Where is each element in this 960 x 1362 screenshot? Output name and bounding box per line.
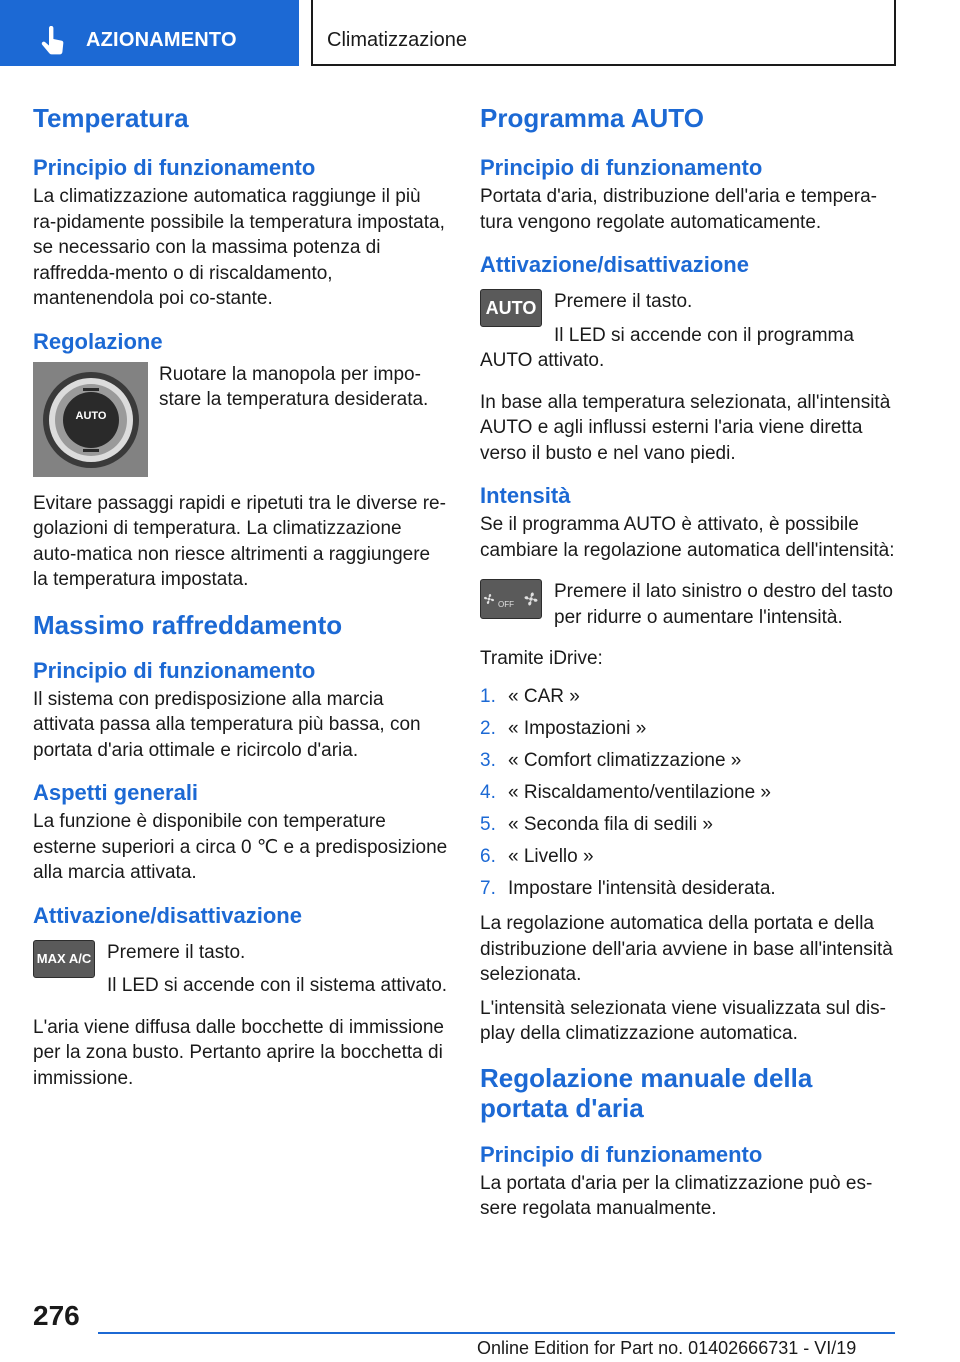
auto-button-row	[480, 289, 895, 348]
intensita-heading: Intensità	[480, 483, 571, 508]
massimo-raffreddamento-title: Massimo raffreddamento	[33, 609, 343, 640]
intensita-text: Se il programma AUTO è attivato, è possibile cambiare la regolazione automatica dell'intensità:	[480, 514, 895, 561]
fan-off-label: OFF	[498, 599, 514, 609]
manual-principle-text: La portata d'aria per la climatizzazione può es-sere regolata manualmente.	[480, 1172, 873, 1219]
regolazione-text: Ruotare la manopola per impo-stare la temperatura desiderata.	[159, 363, 429, 410]
temp-principle-text: La climatizzazione automatica raggiunge il più ra-pidamente possibile la temperatura impostata, se necessario con la massima potenza di raffredda-mento o di riscaldamento, mantenendola poi co-stante.	[33, 186, 445, 309]
step-text: Impostare l'intensità desiderata.	[508, 877, 776, 899]
section-tab	[0, 0, 299, 66]
regolazione-manuale-title: Regolazione manuale della portata d'aria	[480, 1062, 813, 1123]
max-ac-line-2: Il LED si accende con il sistema attivato.	[107, 975, 448, 996]
page-number: 276	[33, 1300, 80, 1331]
aspetti-heading: Aspetti generali	[33, 780, 199, 805]
step-number: 3.	[480, 749, 496, 771]
auto-line-1: Premere il tasto.	[554, 291, 693, 312]
step-number: 7.	[480, 877, 496, 899]
left-column	[33, 96, 448, 1107]
max-ac-row	[33, 940, 448, 1007]
step-text: « Livello »	[508, 845, 594, 867]
auto-button-image: AUTO	[480, 289, 542, 327]
programma-auto-title: Programma AUTO	[480, 103, 704, 133]
auto-button-text	[554, 289, 854, 348]
step-item	[480, 684, 895, 710]
step-text: « Seconda fila di sedili »	[508, 813, 713, 835]
auto-principle-text: Portata d'aria, distribuzione dell'aria e tempera-tura vengono regolate automaticamente.	[480, 186, 877, 233]
regolazione-heading: Regolazione	[33, 328, 163, 354]
idrive-label: Tramite iDrive:	[480, 648, 603, 669]
auto-line-2: Il LED si accende con il programma	[554, 324, 854, 346]
step-text: « Impostazioni »	[508, 717, 647, 739]
auto-line-3: AUTO attivato.	[480, 350, 605, 371]
step-item	[480, 876, 895, 902]
attivazione-note: L'aria viene diffusa dalle bocchette di immissione per la zona busto. Pertanto aprire la bocchetta di immissione.	[33, 1016, 444, 1089]
auto-note: In base alla temperatura selezionata, all'intensità AUTO e agli influssi esterni l'aria viene diretta verso il busto e nel vano piedi.	[480, 391, 891, 464]
max-principle-text: Il sistema con predisposizione alla marcia attivata passa alla temperatura più bassa, con portata d'aria ottimale e ricircolo d'aria.	[33, 688, 421, 761]
temp-principle-heading: Principio di funzionamento	[33, 155, 316, 180]
chapter-box	[311, 0, 896, 66]
step-item	[480, 812, 895, 838]
aspetti-text: La funzione è disponibile con temperature esterne superiori a circa 0 ℃ e a predisposizione alla marcia attivata.	[33, 811, 448, 883]
attivazione-heading: Attivazione/disattivazione	[33, 902, 302, 928]
fan-large-icon	[522, 590, 540, 608]
auto-principle-heading: Principio di funzionamento	[480, 155, 763, 180]
step-number: 6.	[480, 845, 496, 867]
hand-pointer-icon	[40, 26, 66, 56]
step-item	[480, 844, 895, 870]
right-column	[480, 96, 895, 1238]
regolazione-row	[33, 362, 448, 477]
step-item	[480, 748, 895, 774]
step-item	[480, 780, 895, 806]
temperatura-title: Temperatura	[33, 103, 189, 133]
chapter-label: Climatizzazione	[327, 29, 468, 51]
manual-principle-heading: Principio di funzionamento	[480, 1141, 763, 1167]
step-text: « Comfort climatizzazione »	[508, 749, 742, 771]
step-text: « Riscaldamento/ventilazione »	[508, 781, 771, 803]
edition-text: Online Edition for Part no. 01402666731 - VI/19	[477, 1338, 857, 1358]
step-item	[480, 716, 895, 742]
auto-attivazione-heading: Attivazione/disattivazione	[480, 252, 749, 277]
step-number: 1.	[480, 685, 496, 707]
regolazione-note: Evitare passaggi rapidi e ripetuti tra le diverse re-golazioni di temperatura. La climatizzazione auto-matica non riesce altrimenti a raggiungere la temperatura impostata.	[33, 492, 446, 590]
fan-button-image	[480, 579, 542, 619]
max-principle-heading: Principio di funzionamento	[33, 657, 316, 683]
step-number: 2.	[480, 717, 496, 739]
max-ac-text	[107, 940, 447, 1007]
page-header	[0, 0, 960, 66]
max-ac-line-1: Premere il tasto.	[107, 941, 246, 963]
after-steps-text-2: L'intensità selezionata viene visualizzata sul dis-play della climatizzazione automatica.	[480, 997, 887, 1044]
after-steps-text-1: La regolazione automatica della portata e della distribuzione dell'aria avviene in base all'intensità selezionata.	[480, 913, 893, 985]
knob-auto-label: AUTO	[75, 409, 107, 422]
step-number: 4.	[480, 781, 496, 803]
step-text: « CAR »	[508, 685, 580, 707]
fan-text: Premere il lato sinistro o destro del tasto per ridurre o aumentare l'intensità.	[554, 581, 893, 628]
step-number: 5.	[480, 813, 496, 835]
idrive-steps	[480, 684, 895, 902]
max-ac-button-image: MAX A/C	[33, 940, 95, 978]
footer-divider	[98, 1332, 895, 1334]
section-label: AZIONAMENTO	[86, 29, 237, 51]
fan-small-icon	[482, 592, 496, 606]
fan-button-row	[480, 579, 895, 630]
